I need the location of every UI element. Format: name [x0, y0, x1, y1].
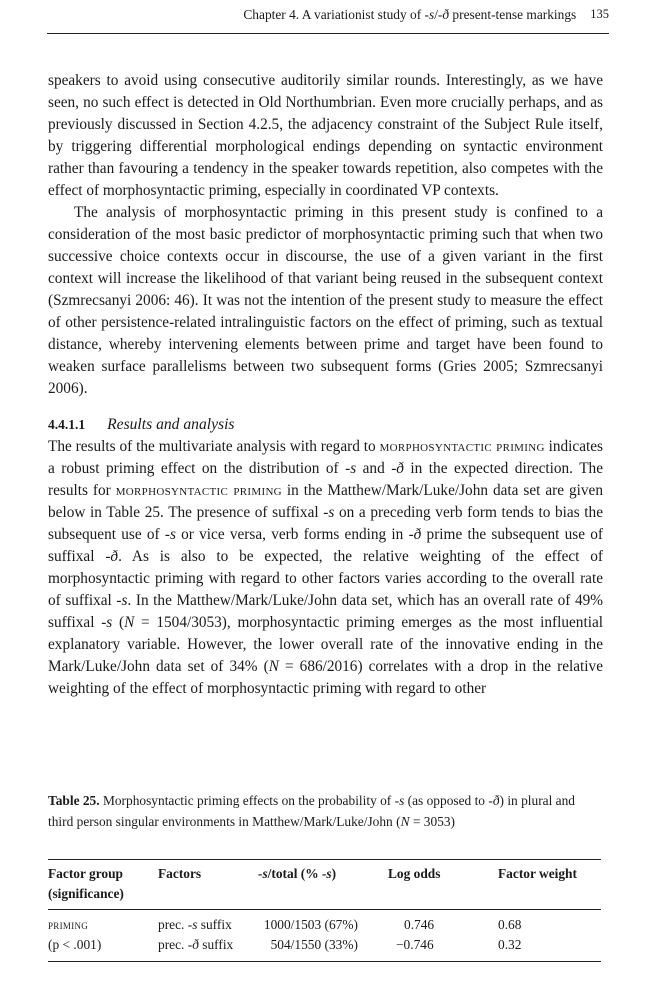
running-title-text: Chapter 4. A variationist study of [243, 7, 425, 22]
cell-total: 1000/1503 (67%) [263, 917, 358, 932]
cell-factor-weight: 0.68 [498, 917, 522, 932]
table-header-row [48, 860, 601, 910]
section-heading [48, 414, 603, 436]
cell-factor-post: suffix [198, 937, 234, 952]
cell-factor-pre: prec. [158, 917, 188, 932]
header-log-odds: Log odds [388, 866, 441, 881]
p3-text: ( [112, 614, 125, 631]
cell-factor [158, 935, 258, 962]
cell-log-odds: −0.746 [396, 937, 434, 952]
table-label: Table 25. [48, 793, 100, 808]
p3-suffix-s: -s [164, 526, 176, 543]
p3-text: . As is also to be expected, the relative weighting of the effect of morphosyntactic priming with regard to other factors varies according to the overall rate of suffixal [48, 548, 603, 609]
header-factors: Factors [158, 866, 202, 881]
header-factor-weight: Factor weight [498, 866, 577, 881]
p3-n: N [268, 658, 279, 675]
header-total-s: -s [258, 866, 268, 881]
cell-group-text: priming [48, 917, 89, 932]
header-group-line2: (significance) [48, 886, 124, 901]
results-table [48, 859, 601, 962]
cell-factor [158, 910, 258, 936]
caption-suffix-th: -ð [488, 793, 500, 808]
p3-text: = 686/2016) correlates with a drop in the relative weighting of the effect of morphosyntactic priming with regard to other [48, 658, 603, 697]
caption-n: N [400, 814, 410, 829]
p3-text: in the Matthew/Mark/Luke/John data set are given below in Table 25. The presence of suffixal [48, 482, 603, 521]
section-number: 4.4.1.1 [48, 417, 86, 432]
page-number: 135 [590, 7, 609, 21]
caption-text: ) in plural and third person singular environments in Matthew/Mark/Luke/John ( [48, 793, 576, 829]
p3-suffix-th: -ð [391, 460, 404, 477]
header-factor-group [48, 860, 158, 910]
caption-text: Morphosyntactic priming effects on the probability of [99, 793, 395, 808]
cell-total: 504/1550 (33%) [270, 937, 358, 952]
running-title-suffix: present-tense markings [449, 7, 577, 22]
table-row [48, 935, 601, 962]
cell-group [48, 910, 158, 936]
cell-log-odds: 0.746 [404, 917, 435, 932]
p3-smallcaps: morphosyntactic priming [379, 438, 545, 455]
p3-suffix-th: -ð [408, 526, 422, 543]
paragraph-3 [48, 436, 603, 700]
p3-text: or vice versa, verb forms ending in [175, 526, 409, 543]
table-caption [48, 790, 603, 832]
section-title: Results and analysis [107, 416, 235, 433]
p3-text: in the expected direction. The results for [48, 460, 603, 499]
p3-text: . In the Matthew/Mark/Luke/John data set, which has an overall rate of 49% suffixal [48, 592, 603, 631]
main-text [48, 70, 603, 700]
caption-text: = 3053) [409, 814, 455, 829]
paragraph-1: speakers to avoid using consecutive auditorily similar rounds. Interestingly, as we have seen, no such effect is detected in Old Northumbrian. Even more crucially perhaps, and as previously discussed in Section 4.2.5, the adjacency constraint of the Subject Rule itself, by triggering differential morphological endings depending on syntactic environment rather than favouring a tendency in the speaker towards repetition, also competes with the effect of morphosyntactic priming, especially in coordinated VP contexts. [48, 72, 603, 199]
p3-smallcaps: morphosyntactic priming [115, 482, 282, 499]
cell-factor-mark: -s [187, 917, 198, 932]
p3-suffix-s: -s [345, 460, 357, 477]
p3-n: N [124, 614, 135, 631]
p3-text: indicates a robust priming effect on the distribution of [48, 438, 603, 477]
cell-factor-mark: -ð [187, 937, 199, 952]
running-title-s: -s [424, 7, 435, 22]
p3-suffix-s: -s [116, 592, 128, 609]
p3-text: on a preceding verb form tends to bias the subsequent use of [48, 504, 603, 543]
p3-text: and [356, 460, 392, 477]
cell-factor-post: suffix [197, 917, 232, 932]
p3-suffix-s: -s [323, 504, 335, 521]
caption-suffix-s: -s [394, 793, 405, 808]
header-group-line1: Factor group [48, 866, 124, 881]
table-row [48, 910, 601, 936]
running-header [47, 7, 609, 34]
paragraph-2: The analysis of morphosyntactic priming in this present study is confined to a consideration of the most basic predictor of morphosyntactic priming such that when two successive choice contexts occur in discourse, the use of a given variant in the first context will increase the likelihood of that variant being reused in the subsequent context (Szmrecsanyi 2006: 46). It was not the intention of the present study to measure the effect of other persistence-related intralinguistic factors on the effect of priming, such as textual distance, whereby intervening elements between prime and target have been found to weaken surface parallelisms between two subsequent forms (Gries 2005; Szmrecsanyi 2006). [48, 204, 603, 397]
p3-suffix-s: -s [101, 614, 113, 631]
p3-text: prime the subsequent use of suffixal [48, 526, 603, 565]
running-title-sep: / [434, 7, 438, 22]
running-title-th: -ð [437, 7, 450, 22]
p3-text: = 1504/3053), morphosyntactic priming emerges as the most influential explanatory variable. However, the lower overall rate of the innovative ending in the Mark/Luke/John data set of 34% ( [48, 614, 603, 675]
cell-factor-weight: 0.32 [498, 937, 522, 952]
cell-group: (p < .001) [48, 937, 102, 952]
cell-factor-pre: prec. [158, 937, 188, 952]
header-total [258, 860, 378, 910]
p3-text: The results of the multivariate analysis with regard to [48, 438, 380, 455]
running-title [243, 7, 576, 23]
header-total-text: /total (% [267, 866, 322, 881]
header-total-s: -s [321, 866, 332, 881]
header-total-text: ) [331, 866, 337, 881]
p3-suffix-th: -ð [105, 548, 119, 565]
caption-text: (as opposed to [404, 793, 489, 808]
